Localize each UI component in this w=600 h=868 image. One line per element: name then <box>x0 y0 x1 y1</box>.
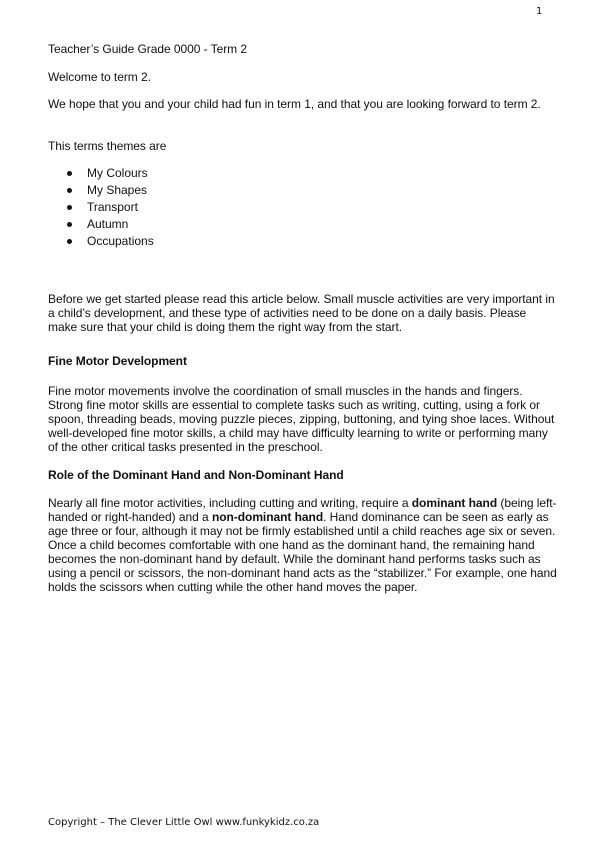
footer-copyright: Copyright – The Clever Little Owl www.funkykidz.co.za <box>48 817 320 828</box>
themes-list <box>66 165 154 250</box>
page-title: Teacher’s Guide Grade 0000 - Term 2 <box>48 42 248 56</box>
intro-article-paragraph: Before we get started please read this article below. Small muscle activities are very important in a child’s development, and these type of activities need to be done on a daily basis. Please make sure that your child is doing them the right way from the start. <box>48 292 555 334</box>
intro-paragraph: We hope that you and your child had fun in term 1, and that you are looking forward to term 2. <box>48 97 541 111</box>
list-item: My Shapes <box>66 182 154 199</box>
paragraph-text: . Hand dominance can be seen as early as age three or four, although it may not be firmly established until a child reaches age six or seven. Once a child becomes comfortable with one hand as the dominant hand, the remaining hand becomes the non-dominant hand by default. While the dominant hand performs tasks such as using a pencil or scissors, the non-dominant hand acts as the “stabilizer.” For example, one hand holds the scissors when cutting while the other hand moves the paper. <box>48 510 557 594</box>
list-item: Occupations <box>66 233 154 250</box>
fine-motor-paragraph: Fine motor movements involve the coordination of small muscles in the hands and fingers. Strong fine motor skills are essential to complete tasks such as writing, cutting, using a fork or spoon, threading beads, moving puzzle pieces, zipping, buttoning, and tying shoe laces. Without well-developed fine motor skills, a child may have difficulty learning to write or performing many of the other critical tasks presented in the preschool. <box>48 384 555 454</box>
dominant-hand-paragraph <box>48 496 558 594</box>
list-item: My Colours <box>66 165 154 182</box>
themes-intro: This terms themes are <box>48 139 167 153</box>
bold-term: non-dominant hand <box>211 510 324 524</box>
paragraph-text: (being left-handed or right-handed) and a <box>48 496 557 524</box>
fine-motor-heading: Fine Motor Development <box>48 354 187 368</box>
paragraph-text: Nearly all fine motor activities, including cutting and writing, require a <box>48 496 412 510</box>
bold-term: dominant hand <box>411 496 498 510</box>
list-item: Autumn <box>66 216 154 233</box>
list-item: Transport <box>66 199 154 216</box>
welcome-text: Welcome to term 2. <box>48 70 151 84</box>
dominant-hand-heading: Role of the Dominant Hand and Non-Dominant Hand <box>48 468 344 482</box>
page-number: 1 <box>536 6 543 17</box>
